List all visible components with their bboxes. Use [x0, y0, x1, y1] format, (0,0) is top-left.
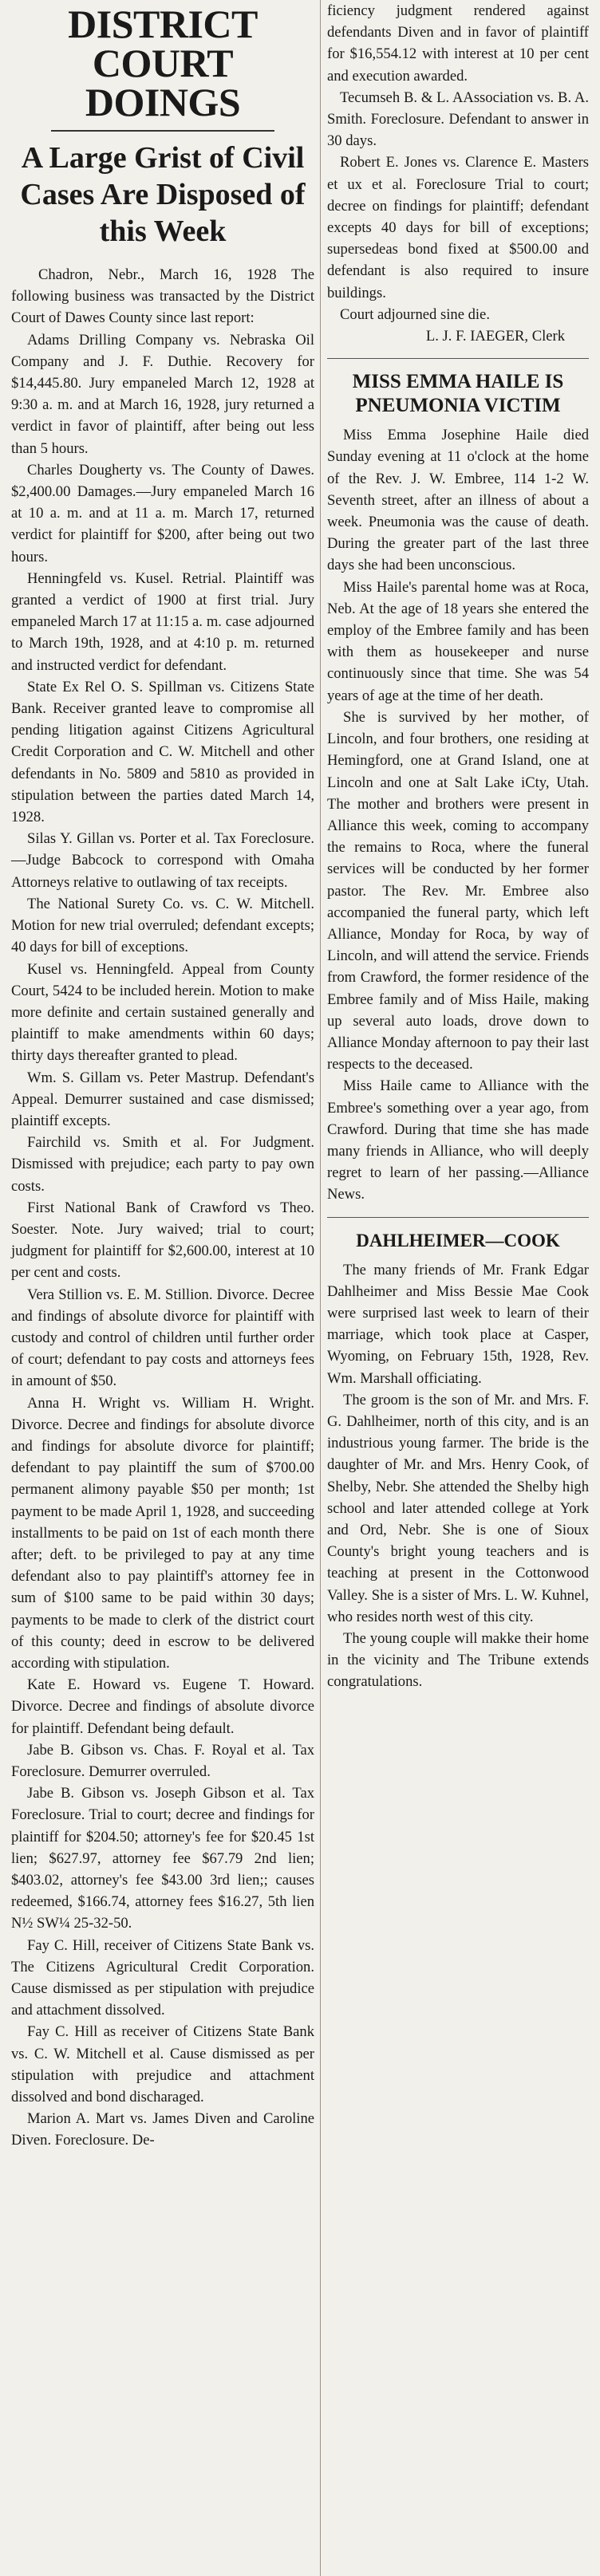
- court-case-paragraph: Fay C. Hill as receiver of Citizens State Bank vs. C. W. Mitchell et al. Cause dismissed as per stipulation with prejudice and attachment dissolved and bond discharaged.: [11, 2023, 314, 2106]
- court-case-paragraph: Henningfeld vs. Kusel. Retrial. Plaintiff was granted a verdict of 1900 at first trial. Jury empaneled March 17 at 11:15 a. m. case adjourned to March 19th, 1928, and at 4:10 p. m. returned and instructed verdict for defendant.: [11, 569, 314, 674]
- left-column: [11, 0, 314, 2152]
- court-case-paragraph: Anna H. Wright vs. William H. Wright. Divorce. Decree and findings for absolute divorce and findings for absolute divorce for plaintiff; defendant to pay plaintiff the sum of $700.00 permanent alimony payable $50 per month; 1st payment to be made April 1, 1928, and succeeding installments to be paid on 1st of each month there after; deft. to be privileged to pay at any time defendant also to pay plaintiff's attorney fee in sum of $100 same to be paid within 30 days; payments to be made to clerk of the district court of this county; deed in escrow to be delivered according with stipulation.: [11, 1394, 314, 1672]
- court-case-paragraph: Robert E. Jones vs. Clarence E. Masters et ux et al. Foreclosure Trial to court; decree on findings for plaintiff; defendant excepts 40 days for bill of exceptions; supersedeas bond fixed at $500.00 and defendant is also required to insure buildings.: [327, 154, 589, 301]
- haile-paragraph: Miss Haile came to Alliance with the Embree's something over a year ago, from Crawford. During that time she has made many friends in Alliance, who will deeply regret to learn of her passing.—Alliance News.: [327, 1077, 589, 1203]
- haile-headline: MISS EMMA HAILE IS PNEUMONIA VICTIM: [352, 371, 564, 417]
- haile-paragraph: She is survived by her mother, of Lincoln, and four brothers, one residing at Hemingford, one at Grand Island, one at Lincoln and one at Salt Lake iCty, Utah. The mother and brothers were present in Alliance this week, coming to accompany the remains to Roca, where the funeral services will be conducted by her former pastor. The Rev. Mr. Embree also accompanied the funeral party, which left Alliance, Monday for Roca, by way of Lincoln, and will attend the service. Friends from Crawford, the former residence of the Embree family and of Miss Haile, making up several auto loads, drove down to Alliance Monday afternoon to pay their last respects to the deceased.: [327, 708, 589, 1073]
- wedding-paragraph: The many friends of Mr. Frank Edgar Dahlheimer and Miss Bessie Mae Cook were surprised last week to learn of their marriage, which took place at Casper, Wyoming, on February 15th, 1928, Rev. Wm. Marshall officiating.: [327, 1261, 589, 1387]
- court-case-paragraph: Fay C. Hill, receiver of Citizens State Bank vs. The Citizens Agricultural Credit Corporation. Cause dismissed as per stipulation with prejudice and attachment dissolved.: [11, 1936, 314, 2019]
- court-case-paragraph: State Ex Rel O. S. Spillman vs. Citizens State Bank. Receiver granted leave to compromise all pending litigation against Citizens Agricultural Credit Corporation and C. W. Mitchell and other defendants in No. 5809 and 5810 as provided in stipulation between the parties dated March 14, 1928.: [11, 678, 314, 826]
- court-case-paragraph: First National Bank of Crawford vs Theo. Soester. Note. Jury waived; trial to court; judgment for plaintiff for $2,600.00, interest at 10 per cent and costs.: [11, 1199, 314, 1282]
- court-continuation: [327, 0, 589, 347]
- court-case-paragraph: Jabe B. Gibson vs. Joseph Gibson et al. Tax Foreclosure. Trial to court; decree and findings for plaintiff for $204.50; attorney's fee for $20.45 1st lien; $627.97, attorney fee $67.79 2nd lien; $403.02, attorney's fee $43.00 3rd lien;; causes redeemed, $166.74, attorney fees $16.27, 5th lien N½ SW¼ 25-32-50.: [11, 1785, 314, 1932]
- court-case-paragraph: Kate E. Howard vs. Eugene T. Howard. Divorce. Decree and findings of absolute divorce for plaintiff. Defendant being default.: [11, 1676, 314, 1737]
- right-column: [327, 0, 589, 1693]
- article-divider: [327, 1217, 589, 1218]
- court-case-paragraph: Kusel vs. Henningfeld. Appeal from County Court, 5424 to be included herein. Motion to make more definite and certain sustained generally and plaintiff to make amendments within 60 days; thirty days thereafter granted to plead.: [11, 960, 314, 1065]
- court-case-paragraph: Fairchild vs. Smith et al. For Judgment. Dismissed with prejudice; each party to pay own costs.: [11, 1134, 314, 1195]
- headline-divider: [51, 130, 274, 132]
- district-court-headline: DISTRICT COURT DOINGS: [68, 2, 258, 124]
- court-case-paragraph: Silas Y. Gillan vs. Porter et al. Tax Foreclosure.—Judge Babcock to correspond with Omaha Attorneys relative to outlawing of tax receipts.: [11, 830, 314, 891]
- haile-paragraph: Miss Emma Josephine Haile died Sunday evening at 11 o'clock at the home of the Rev. J. W. Embree, 114 1-2 W. Seventh street, after an illness of about a week. Pneumonia was the cause of death. During the greater part of the last three days she had been unconscious.: [327, 427, 589, 574]
- court-case-paragraph: Wm. S. Gillam vs. Peter Mastrup. Defendant's Appeal. Demurrer sustained and case dismissed; plaintiff excepts.: [11, 1069, 314, 1129]
- court-case-paragraph: Vera Stillion vs. E. M. Stillion. Divorce. Decree and findings of absolute divorce for plaintiff with custody and control of children until further order of court; defendant to pay costs and attorneys fees in amount of $50.: [11, 1286, 314, 1390]
- column-rule: [320, 0, 321, 2576]
- district-court-subheadline: A Large Grist of Civil Cases Are Disposed of this Week: [20, 141, 306, 248]
- court-case-paragraph: Marion A. Mart vs. James Diven and Caroline Diven. Foreclosure. De-: [11, 2110, 314, 2149]
- court-case-paragraph: Jabe B. Gibson vs. Chas. F. Royal et al. Tax Foreclosure. Demurrer overruled.: [11, 1741, 314, 1781]
- court-dateline-paragraph: Chadron, Nebr., March 16, 1928 The following business was transacted by the District Court of Dawes County since last report:: [11, 266, 314, 327]
- court-case-paragraph: Adams Drilling Company vs. Nebraska Oil Company and J. F. Duthie. Recovery for $14,445.80. Jury empaneled March 12, 1928 at 9:30 a. m. and at March 16, 1928, jury returned a verdict in favor of plaintiff, after being out less than 5 hours.: [11, 331, 314, 457]
- wedding-article: [327, 1229, 589, 1693]
- court-case-paragraph: The National Surety Co. vs. C. W. Mitchell. Motion for new trial overruled; defendant excepts; 40 days for bill of exceptions.: [11, 895, 314, 956]
- article-divider: [327, 358, 589, 359]
- haile-paragraph: Miss Haile's parental home was at Roca, Neb. At the age of 18 years she entered the employ of the Embree family and has been with them as housekeeper and nurse continuously since that time. She was 54 years of age at the time of her death.: [327, 578, 589, 704]
- court-adjourned-line: Court adjourned sine die.: [340, 305, 490, 323]
- wedding-headline: DAHLHEIMER—COOK: [356, 1230, 560, 1251]
- wedding-paragraph: The groom is the son of Mr. and Mrs. F. G. Dahlheimer, north of this city, and is an industrious young farmer. The bride is the daughter of Mr. and Mrs. Henry Cook, of Shelby, Nebr. She attended the Shelby high school and later attended college at York and Ord, Nebr. She is one of Sioux County's bright young teachers and is teaching at present in the Cottonwood Valley. She is a sister of Mrs. L. W. Kuhnel, who resides north west of this city.: [327, 1391, 589, 1625]
- court-case-paragraph: Charles Dougherty vs. The County of Dawes. $2,400.00 Damages.—Jury empaneled March 16 at 10 a. m. and at 11 a. m. March 17, returned verdict for plaintiff for $200, after being out two hours.: [11, 461, 314, 565]
- clerk-signature: L. J. F. IAEGER, Clerk: [425, 328, 565, 345]
- court-case-paragraph: Tecumseh B. & L. AAssociation vs. B. A. Smith. Foreclosure. Defendant to answer in 30 days.: [327, 89, 589, 150]
- haile-obituary-article: [327, 370, 589, 1205]
- court-case-paragraph: ficiency judgment rendered against defendants Diven and in favor of plaintiff for $16,554.12 with interest at 10 per cent and execution awarded.: [327, 2, 589, 85]
- wedding-paragraph: The young couple will makke their home in the vicinity and The Tribune extends congratulations.: [327, 1630, 589, 1691]
